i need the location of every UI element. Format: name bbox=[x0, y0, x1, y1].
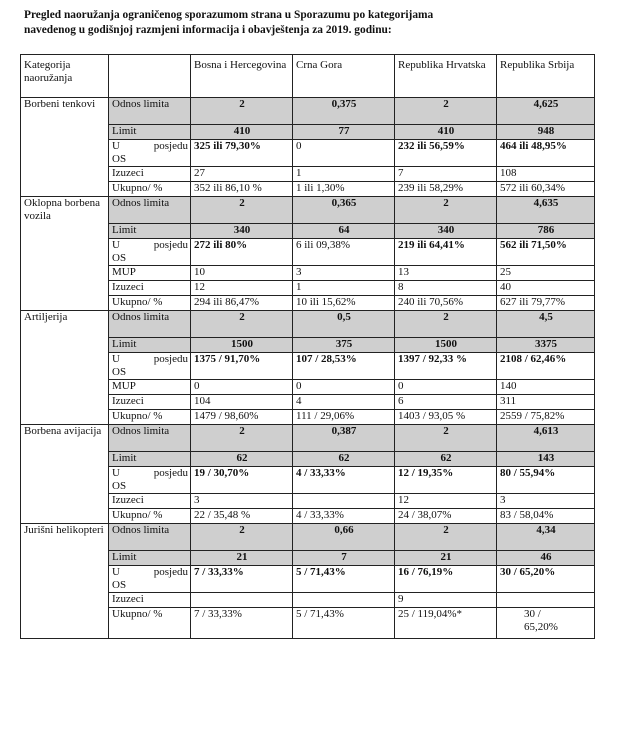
value-cell: 83 / 58,04% bbox=[497, 509, 595, 524]
value-cell: 2 bbox=[395, 425, 497, 452]
row-label-u-posjedu-os bbox=[109, 566, 191, 593]
row-label: Ukupno/ % bbox=[109, 296, 191, 311]
row-label: Odnos limita bbox=[109, 98, 191, 125]
value-cell: 12 bbox=[191, 281, 293, 296]
value-line: 30 / bbox=[524, 608, 541, 620]
value-cell: 4,613 bbox=[497, 425, 595, 452]
row-label: Izuzeci bbox=[109, 395, 191, 410]
value-cell: 62 bbox=[191, 452, 293, 467]
value-cell: 4,34 bbox=[497, 524, 595, 551]
value-cell: 2 bbox=[395, 197, 497, 224]
value-cell bbox=[497, 593, 595, 608]
value-cell: 27 bbox=[191, 167, 293, 182]
value-cell bbox=[293, 494, 395, 509]
value-cell: 77 bbox=[293, 125, 395, 140]
value-cell: 6 bbox=[395, 395, 497, 410]
value-cell: 2 bbox=[395, 524, 497, 551]
value-cell: 21 bbox=[191, 551, 293, 566]
row-label: Limit bbox=[109, 452, 191, 467]
header-blank bbox=[109, 55, 191, 98]
value-cell: 1375 / 91,70% bbox=[191, 353, 293, 380]
value-cell: 0,365 bbox=[293, 197, 395, 224]
value-cell: 0,5 bbox=[293, 311, 395, 338]
row-label-line bbox=[112, 467, 188, 480]
value-cell: 12 / 19,35% bbox=[395, 467, 497, 494]
row-label-part: OS bbox=[112, 152, 127, 165]
value-cell: 2108 / 62,46% bbox=[497, 353, 595, 380]
value-cell: 3 bbox=[293, 266, 395, 281]
value-cell: 21 bbox=[395, 551, 497, 566]
value-cell: 1 bbox=[293, 281, 395, 296]
row-label: Limit bbox=[109, 338, 191, 353]
value-cell bbox=[497, 608, 595, 639]
value-cell: 19 / 30,70% bbox=[191, 467, 293, 494]
value-cell: 62 bbox=[293, 452, 395, 467]
value-cell: 1 bbox=[293, 167, 395, 182]
table-row bbox=[21, 197, 595, 224]
value-cell bbox=[293, 593, 395, 608]
title-line-1: Pregled naoružanja ograničenog sporazumom strana u Sporazumu po kategorijama bbox=[24, 9, 434, 21]
category-cell: Borbena avijacija bbox=[21, 425, 109, 524]
header-rs: Republika Srbija bbox=[497, 55, 595, 98]
row-label-part: U bbox=[112, 353, 120, 365]
row-label: Limit bbox=[109, 125, 191, 140]
header-hr: Republika Hrvatska bbox=[395, 55, 497, 98]
category-cell: Oklopna borbena vozila bbox=[21, 197, 109, 311]
row-label-line bbox=[112, 566, 188, 579]
value-cell: 3 bbox=[191, 494, 293, 509]
value-cell: 13 bbox=[395, 266, 497, 281]
row-label-line bbox=[112, 140, 188, 153]
row-label-u-posjedu-os bbox=[109, 140, 191, 167]
row-label: Odnos limita bbox=[109, 524, 191, 551]
value-cell: 0,375 bbox=[293, 98, 395, 125]
row-label-part: posjedu bbox=[153, 566, 188, 578]
value-cell: 627 ili 79,77% bbox=[497, 296, 595, 311]
value-cell: 25 / 119,04%* bbox=[395, 608, 497, 639]
value-cell: 7 bbox=[293, 551, 395, 566]
value-cell: 2 bbox=[395, 98, 497, 125]
value-cell: 143 bbox=[497, 452, 595, 467]
value-cell: 562 ili 71,50% bbox=[497, 239, 595, 266]
row-label-part: OS bbox=[112, 365, 127, 378]
value-cell: 111 / 29,06% bbox=[293, 410, 395, 425]
table-header-row bbox=[21, 55, 595, 98]
table-row bbox=[21, 311, 595, 338]
value-cell: 7 / 33,33% bbox=[191, 608, 293, 639]
row-label-line bbox=[112, 353, 188, 366]
value-cell: 219 ili 64,41% bbox=[395, 239, 497, 266]
value-cell: 311 bbox=[497, 395, 595, 410]
value-cell: 464 ili 48,95% bbox=[497, 140, 595, 167]
header-bih: Bosna i Hercegovina bbox=[191, 55, 293, 98]
value-cell: 1500 bbox=[191, 338, 293, 353]
value-cell: 40 bbox=[497, 281, 595, 296]
value-cell: 64 bbox=[293, 224, 395, 239]
row-label: Ukupno/ % bbox=[109, 509, 191, 524]
value-cell: 0 bbox=[293, 380, 395, 395]
value-cell: 2 bbox=[191, 425, 293, 452]
value-cell: 0 bbox=[191, 380, 293, 395]
value-cell: 6 ili 09,38% bbox=[293, 239, 395, 266]
value-cell: 30 / 65,20% bbox=[497, 566, 595, 593]
value-cell: 4,5 bbox=[497, 311, 595, 338]
value-cell: 294 ili 86,47% bbox=[191, 296, 293, 311]
value-cell: 352 ili 86,10 % bbox=[191, 182, 293, 197]
category-cell: Artiljerija bbox=[21, 311, 109, 425]
table-row bbox=[21, 98, 595, 125]
row-label: Izuzeci bbox=[109, 494, 191, 509]
row-label-part: U bbox=[112, 140, 120, 152]
row-label: Izuzeci bbox=[109, 167, 191, 182]
row-label: Odnos limita bbox=[109, 425, 191, 452]
value-cell: 239 ili 58,29% bbox=[395, 182, 497, 197]
row-label-part: posjedu bbox=[153, 239, 188, 251]
value-cell: 4,625 bbox=[497, 98, 595, 125]
row-label-u-posjedu-os bbox=[109, 467, 191, 494]
value-cell: 410 bbox=[395, 125, 497, 140]
value-cell: 7 / 33,33% bbox=[191, 566, 293, 593]
value-cell: 2 bbox=[191, 197, 293, 224]
row-label: Ukupno/ % bbox=[109, 410, 191, 425]
value-cell: 0 bbox=[395, 380, 497, 395]
value-cell: 4 / 33,33% bbox=[293, 509, 395, 524]
category-cell: Jurišni helikopteri bbox=[21, 524, 109, 639]
value-cell: 3375 bbox=[497, 338, 595, 353]
value-cell: 108 bbox=[497, 167, 595, 182]
value-cell: 325 ili 79,30% bbox=[191, 140, 293, 167]
value-cell: 3 bbox=[497, 494, 595, 509]
header-cg: Crna Gora bbox=[293, 55, 395, 98]
value-cell: 4 / 33,33% bbox=[293, 467, 395, 494]
row-label-part: U bbox=[112, 566, 120, 578]
row-label: Ukupno/ % bbox=[109, 182, 191, 197]
value-cell: 2 bbox=[191, 524, 293, 551]
row-label: MUP bbox=[109, 266, 191, 281]
row-label-u-posjedu-os bbox=[109, 353, 191, 380]
row-label-u-posjedu-os bbox=[109, 239, 191, 266]
value-cell: 948 bbox=[497, 125, 595, 140]
row-label: Limit bbox=[109, 224, 191, 239]
value-cell: 46 bbox=[497, 551, 595, 566]
value-cell: 240 ili 70,56% bbox=[395, 296, 497, 311]
value-cell: 10 bbox=[191, 266, 293, 281]
value-cell: 1397 / 92,33 % bbox=[395, 353, 497, 380]
value-line: 65,20% bbox=[524, 620, 558, 633]
value-cell: 1403 / 93,05 % bbox=[395, 410, 497, 425]
row-label-part: U bbox=[112, 467, 120, 479]
value-cell: 2 bbox=[191, 98, 293, 125]
value-cell: 62 bbox=[395, 452, 497, 467]
row-label-part: OS bbox=[112, 578, 127, 591]
value-cell: 0,66 bbox=[293, 524, 395, 551]
row-label-part: posjedu bbox=[153, 467, 188, 479]
value-cell: 12 bbox=[395, 494, 497, 509]
value-cell: 7 bbox=[395, 167, 497, 182]
value-cell: 5 / 71,43% bbox=[293, 608, 395, 639]
value-cell: 572 ili 60,34% bbox=[497, 182, 595, 197]
value-cell: 16 / 76,19% bbox=[395, 566, 497, 593]
value-cell: 272 ili 80% bbox=[191, 239, 293, 266]
value-cell: 2 bbox=[395, 311, 497, 338]
table-row bbox=[21, 425, 595, 452]
header-category: Kategorija naoružanja bbox=[21, 55, 109, 98]
value-cell: 9 bbox=[395, 593, 497, 608]
title-line-2: navedenog u godišnjoj razmjeni informacija i obavještenja za 2019. godinu: bbox=[24, 24, 392, 36]
document-title bbox=[24, 8, 618, 38]
category-cell: Borbeni tenkovi bbox=[21, 98, 109, 197]
value-cell: 5 / 71,43% bbox=[293, 566, 395, 593]
value-cell: 104 bbox=[191, 395, 293, 410]
row-label-part: OS bbox=[112, 251, 127, 264]
value-cell: 375 bbox=[293, 338, 395, 353]
value-cell: 232 ili 56,59% bbox=[395, 140, 497, 167]
value-cell: 1500 bbox=[395, 338, 497, 353]
row-label-part: U bbox=[112, 239, 120, 251]
value-cell: 4,635 bbox=[497, 197, 595, 224]
value-cell: 4 bbox=[293, 395, 395, 410]
row-label: Limit bbox=[109, 551, 191, 566]
value-cell: 8 bbox=[395, 281, 497, 296]
row-label: Izuzeci bbox=[109, 593, 191, 608]
row-label: Ukupno/ % bbox=[109, 608, 191, 639]
value-cell: 22 / 35,48 % bbox=[191, 509, 293, 524]
value-cell: 140 bbox=[497, 380, 595, 395]
value-cell: 107 / 28,53% bbox=[293, 353, 395, 380]
value-cell: 1479 / 98,60% bbox=[191, 410, 293, 425]
value-cell: 410 bbox=[191, 125, 293, 140]
row-label: MUP bbox=[109, 380, 191, 395]
row-label: Odnos limita bbox=[109, 197, 191, 224]
value-cell: 340 bbox=[191, 224, 293, 239]
row-label: Odnos limita bbox=[109, 311, 191, 338]
value-cell: 340 bbox=[395, 224, 497, 239]
value-cell: 24 / 38,07% bbox=[395, 509, 497, 524]
value-cell: 2559 / 75,82% bbox=[497, 410, 595, 425]
value-cell: 0,387 bbox=[293, 425, 395, 452]
value-cell: 0 bbox=[293, 140, 395, 167]
armament-table bbox=[20, 54, 595, 639]
value-cell: 786 bbox=[497, 224, 595, 239]
row-label-part: OS bbox=[112, 479, 127, 492]
value-cell: 80 / 55,94% bbox=[497, 467, 595, 494]
row-label-line bbox=[112, 239, 188, 252]
value-cell bbox=[191, 593, 293, 608]
value-cell: 10 ili 15,62% bbox=[293, 296, 395, 311]
value-cell: 25 bbox=[497, 266, 595, 281]
value-cell: 2 bbox=[191, 311, 293, 338]
row-label: Izuzeci bbox=[109, 281, 191, 296]
row-label-part: posjedu bbox=[153, 140, 188, 152]
value-cell: 1 ili 1,30% bbox=[293, 182, 395, 197]
row-label-part: posjedu bbox=[153, 353, 188, 365]
table-row bbox=[21, 524, 595, 551]
